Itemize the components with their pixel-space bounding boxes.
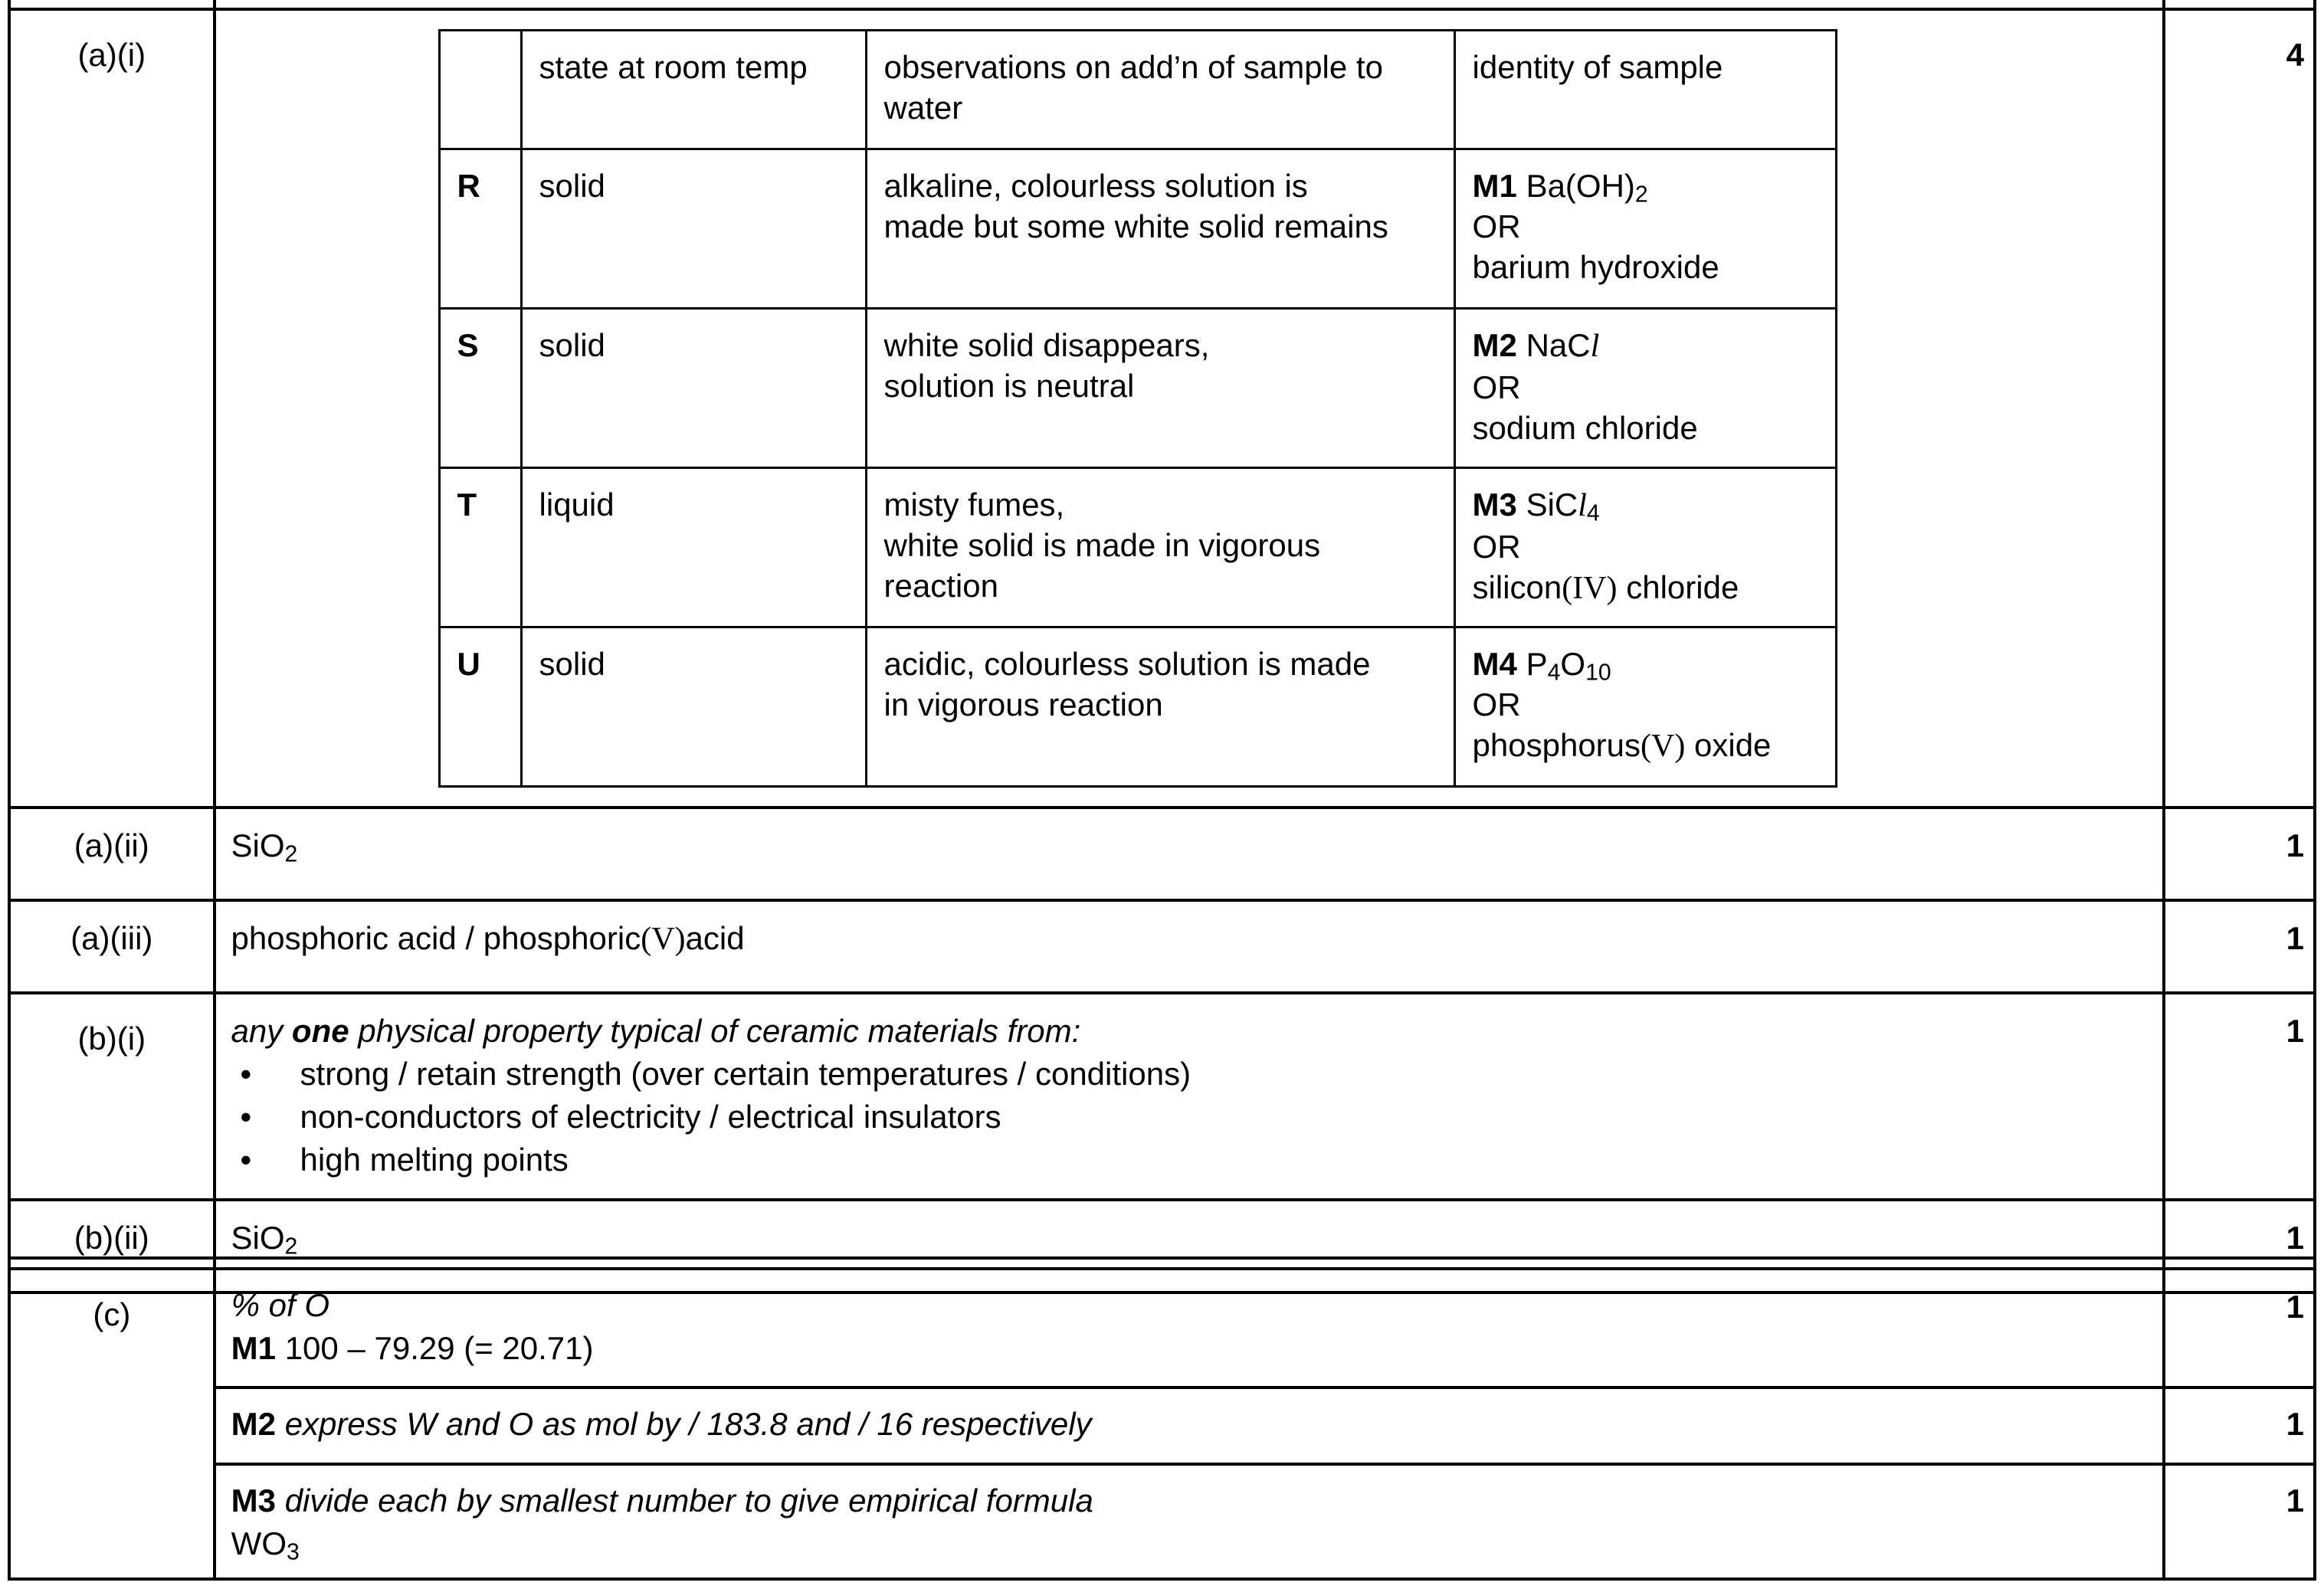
formula-subscript: 2 — [284, 841, 298, 867]
header-blank — [439, 31, 521, 149]
compound-name: barium hydroxide — [1472, 249, 1719, 285]
formula: SiC — [1526, 487, 1578, 523]
answer-cell — [215, 808, 2165, 900]
formula-subscript: 10 — [1585, 660, 1611, 686]
observation-line: misty fumes, — [883, 487, 1065, 523]
state-cell: solid — [521, 309, 866, 468]
state-cell: liquid — [521, 468, 866, 627]
identity-cell — [1454, 309, 1836, 468]
mark-label: M3 — [231, 1483, 277, 1519]
answer-cell — [215, 1388, 2165, 1464]
column-header: observations on add’n of sample to water — [866, 31, 1454, 149]
question-number: (a)(ii) — [9, 808, 215, 900]
mark-label: M3 — [1472, 487, 1517, 523]
mark-label: M2 — [231, 1406, 277, 1442]
compound-name-tail: chloride — [1617, 569, 1739, 605]
sample-identity-table — [438, 29, 1837, 788]
observation-cell — [866, 149, 1454, 309]
marks-cell: 1 — [2164, 808, 2315, 900]
marks-cell: 1 — [2164, 1269, 2315, 1388]
mark-label: M1 — [231, 1330, 277, 1366]
answer-cell — [215, 900, 2165, 993]
state-cell: solid — [521, 627, 866, 787]
compound-name-tail: oxide — [1685, 727, 1772, 763]
table-top-edge — [9, 0, 2315, 9]
answer-cell — [215, 993, 2165, 1200]
identity-name — [1473, 567, 1818, 609]
observation-line: solution is neutral — [883, 368, 1135, 404]
column-header: identity of sample — [1454, 31, 1836, 149]
identity-name — [1473, 725, 1818, 767]
or-text: OR — [1472, 208, 1521, 244]
answer-line — [231, 1327, 2163, 1370]
row-b-i — [9, 993, 2315, 1200]
list-item: • strong / retain strength (over certain temperatures / conditions) — [231, 1053, 2163, 1096]
question-number: (b)(i) — [9, 993, 215, 1200]
formula-tail: l — [1590, 329, 1600, 364]
sample-letter: S — [439, 309, 521, 468]
row-c-m1 — [9, 1269, 2315, 1388]
answer-text: 100 – 79.29 (= 20.71) — [276, 1330, 594, 1366]
marks-cell: 1 — [2164, 1200, 2315, 1292]
table-row — [439, 627, 1836, 787]
question-number: (a)(i) — [9, 9, 215, 808]
answer-intro — [231, 1010, 2163, 1053]
or-text: OR — [1472, 529, 1521, 565]
row-c-m3 — [9, 1464, 2315, 1579]
table-row — [439, 149, 1836, 309]
answer-cell — [215, 9, 2165, 808]
row-a-i — [9, 9, 2315, 808]
row-c-m2 — [9, 1388, 2315, 1464]
formula: P — [1526, 646, 1548, 682]
observation-line: in vigorous reaction — [883, 686, 1163, 722]
formula: WO — [231, 1525, 287, 1561]
identity-formula — [1473, 165, 1818, 206]
row-a-ii — [9, 808, 2315, 900]
state-cell: solid — [521, 149, 866, 309]
table-header-row — [439, 31, 1836, 149]
mark-label: M1 — [1472, 168, 1517, 204]
identity-cell — [1454, 627, 1836, 787]
intro-text: any — [231, 1013, 292, 1049]
formula-subscript: 3 — [286, 1539, 300, 1565]
formula: Ba(OH) — [1526, 168, 1635, 204]
answer-text: phosphoric acid / phosphoric — [231, 920, 641, 956]
question-number: (b)(ii) — [9, 1200, 215, 1292]
compound-name: sodium chloride — [1472, 410, 1698, 446]
answer-cell — [215, 1464, 2165, 1579]
answer-text: divide each by smallest number to give empirical formula — [276, 1483, 1093, 1519]
formula: SiO — [231, 827, 285, 863]
list-item: • non-conductors of electricity / electrical insulators — [231, 1096, 2163, 1139]
formula: SiO — [231, 1220, 285, 1256]
identity-name — [1473, 408, 1818, 448]
mark-scheme-table-bottom — [8, 1256, 2316, 1581]
compound-name: phosphorus — [1472, 727, 1641, 763]
mark-scheme-table-top — [8, 0, 2316, 1294]
table-row — [439, 468, 1836, 627]
formula-subscript: 2 — [1634, 182, 1648, 208]
table-row — [439, 309, 1836, 468]
observation-line: white solid disappears, — [883, 327, 1210, 363]
identity-cell — [1454, 149, 1836, 309]
observation-cell — [866, 309, 1454, 468]
sample-letter: U — [439, 627, 521, 787]
observation-line: acidic, colourless solution is made — [883, 646, 1371, 682]
list-item: • high melting points — [231, 1139, 2163, 1181]
identity-name — [1473, 247, 1818, 287]
identity-cell — [1454, 468, 1836, 627]
identity-formula — [1473, 325, 1818, 367]
table-top-edge — [9, 1258, 2315, 1269]
marks-cell: 1 — [2164, 993, 2315, 1200]
marks-cell: 1 — [2164, 1464, 2315, 1579]
oxidation-state: (V) — [641, 922, 686, 957]
oxidation-state: (V) — [1641, 729, 1686, 764]
question-number: (a)(iii) — [9, 900, 215, 993]
sample-letter: T — [439, 468, 521, 627]
answer-text: express W and O as mol by / 183.8 and / 16 respectively — [276, 1406, 1092, 1442]
or-text: OR — [1472, 686, 1521, 722]
oxidation-state: (IV) — [1562, 571, 1618, 606]
observation-line: alkaline, colourless solution is — [883, 168, 1308, 204]
observation-cell — [866, 468, 1454, 627]
answer-text-tail: acid — [685, 920, 745, 956]
identity-formula — [1473, 484, 1818, 526]
observation-cell — [866, 627, 1454, 787]
observation-line: made but some white solid remains — [883, 208, 1388, 244]
property-list — [231, 1053, 2163, 1181]
observation-line: white solid is made in vigorous — [883, 527, 1321, 563]
column-header: state at room temp — [521, 31, 866, 149]
answer-cell — [215, 1269, 2165, 1388]
or-text: OR — [1472, 369, 1521, 405]
formula-tail: l — [1578, 488, 1587, 523]
answer-line — [231, 1479, 2163, 1522]
intro-text-tail: physical property typical of ceramic materials from: — [349, 1013, 1081, 1049]
marks-cell: 1 — [2164, 900, 2315, 993]
formula-subscript: 2 — [284, 1234, 298, 1260]
identity-formula — [1473, 644, 1818, 684]
observation-line: reaction — [883, 568, 998, 604]
intro-emphasis: one — [291, 1013, 349, 1049]
answer-formula — [231, 1522, 2163, 1565]
formula-subscript: 4 — [1586, 500, 1600, 526]
marks-cell: 1 — [2164, 1388, 2315, 1464]
compound-name: silicon — [1472, 569, 1562, 605]
mark-label: M2 — [1472, 327, 1517, 363]
marks-cell: 4 — [2164, 9, 2315, 808]
question-number: (c) — [9, 1269, 215, 1579]
formula-subscript: 4 — [1547, 660, 1561, 686]
row-a-iii — [9, 900, 2315, 993]
mark-label: M4 — [1472, 646, 1517, 682]
formula: NaC — [1526, 327, 1591, 363]
formula-part: O — [1560, 646, 1586, 682]
sample-letter: R — [439, 149, 521, 309]
answer-heading: % of O — [231, 1287, 330, 1323]
